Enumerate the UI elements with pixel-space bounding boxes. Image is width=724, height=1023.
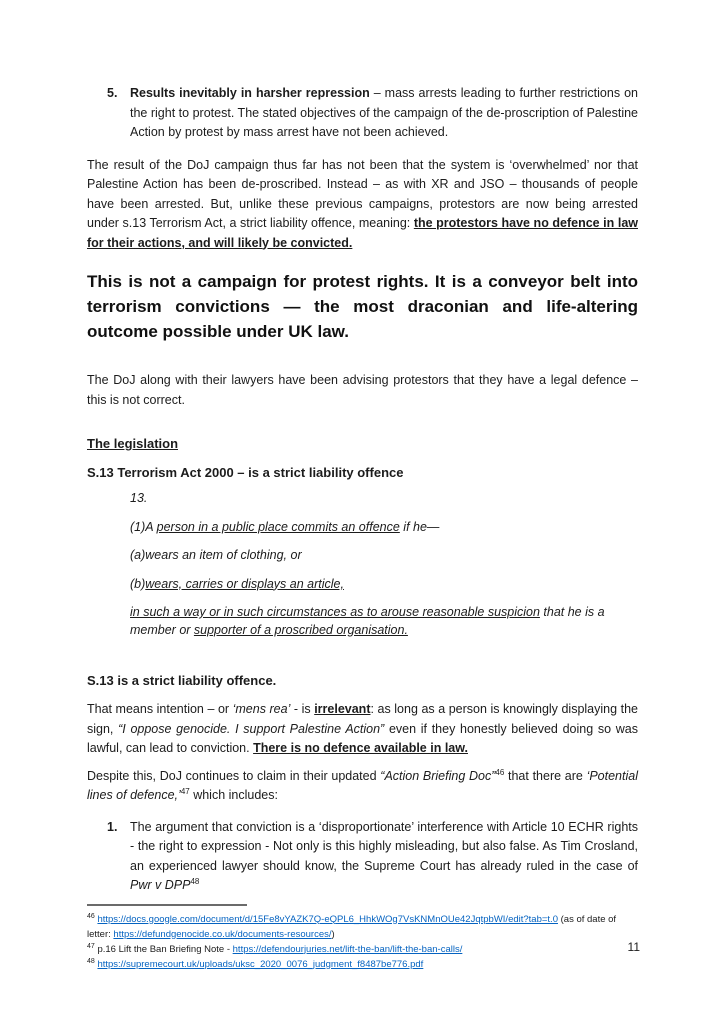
underline-run: wears, carries or displays an article, <box>145 576 344 591</box>
text-run: (b) <box>130 576 146 591</box>
footnote-ref-48: 48 <box>190 876 200 886</box>
footnote-46-marker: 46 <box>87 912 95 920</box>
footnote-48 <box>87 957 638 972</box>
text-run: even if they honestly believed doing so was lawful, can lead to conviction. <box>87 721 638 755</box>
footnote-ref-47: 47 <box>180 786 190 796</box>
text-run: that there are <box>504 768 587 783</box>
text-run: - is <box>290 702 315 716</box>
italic-run: “Action Briefing Doc” <box>380 768 496 783</box>
footnote-46-link-defundgenocide[interactable]: https://defundgenocide.co.uk/documents-resources/ <box>113 928 332 940</box>
list-item-5 <box>87 84 638 143</box>
footnote-47 <box>87 942 638 957</box>
list-item-1 <box>87 818 638 896</box>
italic-run: Pwr v DPP <box>130 878 191 892</box>
footnote-separator <box>87 904 247 906</box>
list-indent <box>87 818 107 896</box>
text-run: The result of the DoJ campaign thus far has not been that the system is ‘overwhelmed’ nor that Palestine Action has been de-proscribed. Instead – as with XR and JSO – thousands of people have been arrested. But, unlike these previous campaigns, protestors are now being arrested under s.13 Terrorism Act, a strict liability offence, meaning: <box>87 157 638 230</box>
bold-underline-run: There is no defence available in law. <box>253 741 468 755</box>
footnote-48-marker: 48 <box>87 957 95 965</box>
text-run: which includes: <box>189 788 278 802</box>
text-run: p.16 Lift the Ban Briefing Note - <box>97 943 233 955</box>
text-run: if he— <box>399 519 440 534</box>
paragraph-doj-lawyers: The DoJ along with their lawyers have been advising protestors that they have a legal defence – this is not correct. <box>87 373 638 407</box>
heading-s13-terrorism-act: S.13 Terrorism Act 2000 – is a strict liability offence <box>87 465 404 480</box>
footnote-48-link-supremecourt[interactable]: https://supremecourt.uk/uploads/uksc_2020_0076_judgment_f8487be776.pdf <box>97 958 424 970</box>
bold-underline-run: irrelevant <box>314 702 371 716</box>
text-run: : as long as a person is knowingly displaying the sign, <box>87 702 638 736</box>
heading-s13-strict-liability: S.13 is a strict liability offence. <box>87 673 277 688</box>
footnote-46-link-googledoc[interactable]: https://docs.google.com/document/d/15Fe8vYAZK7Q-eQPL6_HhkWOg7VsKNMnOUe42JqtpbWI/edit?tab=t.0 <box>97 913 558 925</box>
text-run: (as of date of letter: <box>87 913 617 940</box>
list-item-5-number: 5. <box>107 86 118 100</box>
quote-line-1 <box>130 519 638 537</box>
text-run: (1)A <box>130 519 157 534</box>
footnote-ref-46: 46 <box>495 767 505 777</box>
footnote-47-link-defendourjuries[interactable]: https://defendourjuries.net/lift-the-ban/lift-the-ban-calls/ <box>232 943 463 955</box>
legislation-quote-block <box>130 490 638 639</box>
list-item-5-text <box>130 84 638 143</box>
text-run: That means intention – or <box>87 702 233 716</box>
text-run: that he is a member or <box>130 605 605 637</box>
paragraph-mens-rea <box>87 700 638 759</box>
paragraph-despite-this <box>87 767 638 806</box>
heading-conveyor-belt: This is not a campaign for protest rights. It is a conveyor belt into terrorism convictions — the most draconian and life-altering outcome possible under UK law. <box>87 272 638 341</box>
bold-underline-run: the protestors have no defence in law for their actions, and will likely be convicted. <box>87 216 638 250</box>
bold-run: Results inevitably in harsher repression <box>130 86 370 100</box>
underline-run: supporter of a proscribed organisation. <box>193 622 408 637</box>
quote-line-a: (a)wears an item of clothing, or <box>130 548 302 562</box>
list-item-1-number: 1. <box>107 819 118 834</box>
paragraph-doj-result <box>87 156 638 254</box>
italic-run: ‘Potential lines of defence,’ <box>87 768 638 802</box>
page-number: 11 <box>627 940 640 954</box>
italic-run: “I oppose genocide. I support Palestine Action” <box>118 721 385 736</box>
footnotes-section <box>87 912 638 972</box>
footnote-47-marker: 47 <box>87 942 95 950</box>
italic-run: ‘mens rea’ <box>232 702 291 716</box>
quote-line-13: 13. <box>130 491 148 505</box>
underline-run: in such a way or in such circumstances as to arouse reasonable suspicion <box>130 605 540 619</box>
list-item-1-text <box>130 818 638 896</box>
quote-line-circumstances <box>130 604 638 639</box>
text-run: ) <box>331 928 335 940</box>
heading-the-legislation: The legislation <box>87 436 179 451</box>
list-indent <box>87 84 107 143</box>
text-run: The argument that conviction is a ‘disproportionate’ interference with Article 10 ECHR rights - the right to expression - Not only is this highly misleading, but also false. As Tim Crosland, an experienced lawyer should know, the Supreme Court has already ruled in the case of <box>130 819 638 873</box>
underline-run: person in a public place commits an offence <box>156 519 400 534</box>
text-run: – mass arrests leading to further restrictions on the right to protest. The stated objectives of the campaign of the de-proscription of Palestine Action by protest by mass arrest have not been achieved. <box>130 86 638 139</box>
footnote-46 <box>87 912 638 942</box>
text-run: Despite this, DoJ continues to claim in their updated <box>87 768 381 783</box>
quote-line-b <box>130 576 638 594</box>
